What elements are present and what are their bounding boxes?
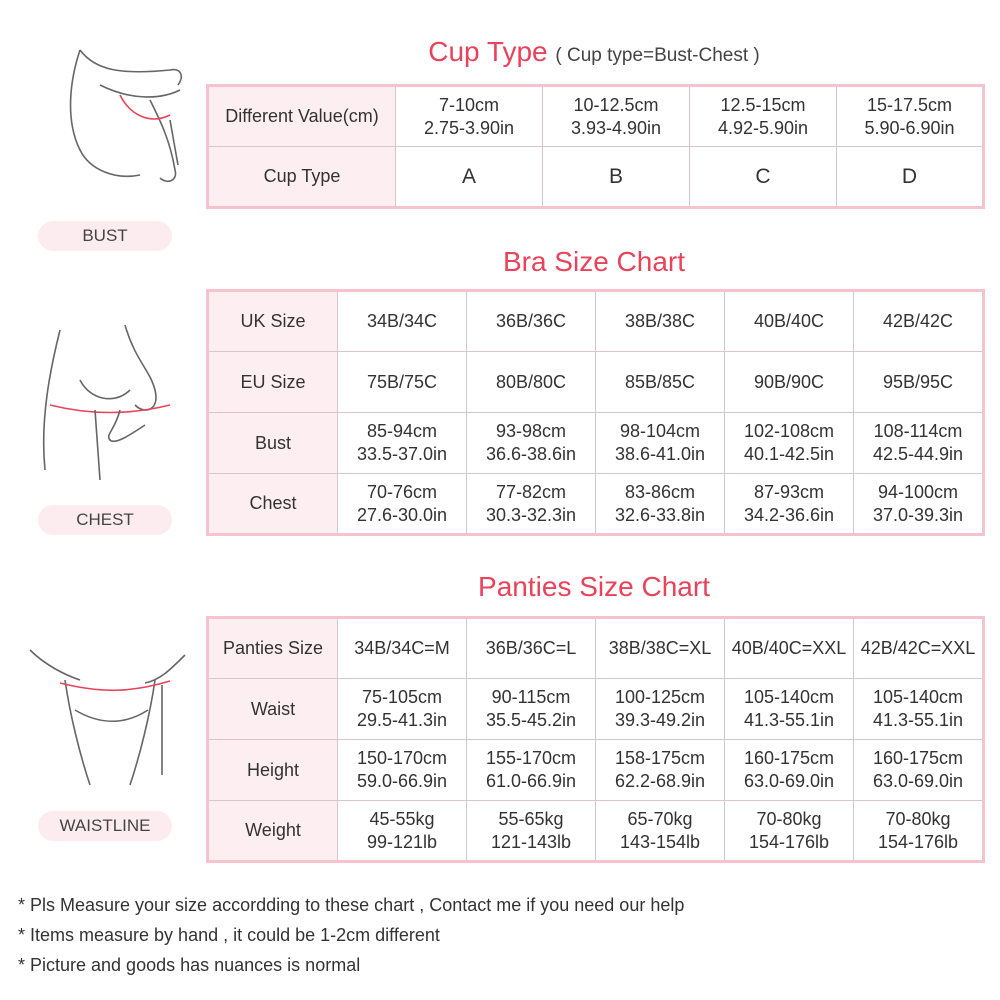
notes bbox=[18, 890, 684, 980]
table-row bbox=[208, 352, 984, 413]
cell-line: 65-70kg bbox=[627, 808, 693, 829]
cell-line: 59.0-66.9in bbox=[356, 771, 448, 791]
table-cell bbox=[596, 291, 725, 352]
table-cell bbox=[338, 352, 467, 413]
table-cell bbox=[854, 679, 984, 740]
cell-line: 85-94cm bbox=[366, 421, 438, 441]
cell-line: 70-80kg bbox=[756, 808, 822, 829]
cell-line: 75B/75C bbox=[366, 371, 438, 392]
cell-line: 105-140cm bbox=[743, 687, 835, 707]
bust-illustration-icon bbox=[20, 40, 190, 190]
table-cell bbox=[837, 86, 984, 147]
table-cell bbox=[467, 740, 596, 801]
row-label: Height bbox=[208, 740, 338, 801]
waistline-illustration-icon bbox=[20, 625, 190, 790]
table-cell bbox=[467, 413, 596, 474]
cell-line: 70-80kg bbox=[885, 808, 951, 829]
panties-size-table bbox=[206, 616, 985, 863]
cell-line: 155-170cm bbox=[485, 748, 577, 768]
waistline-label: WAISTLINE bbox=[38, 811, 172, 841]
cell-line: 102-108cm bbox=[743, 421, 835, 441]
cell-line: 39.3-49.2in bbox=[614, 710, 706, 730]
table-cell bbox=[596, 352, 725, 413]
table-cell bbox=[854, 618, 984, 679]
table-cell bbox=[467, 291, 596, 352]
table-cell bbox=[854, 801, 984, 862]
chest-illustration-icon bbox=[20, 320, 190, 490]
cell-line: 90-115cm bbox=[491, 687, 571, 707]
row-label: EU Size bbox=[208, 352, 338, 413]
table-cell bbox=[690, 86, 837, 147]
cell-line: 95B/95C bbox=[882, 371, 954, 392]
cell-line: 158-175cm bbox=[614, 748, 706, 768]
row-label: UK Size bbox=[208, 291, 338, 352]
table-cell bbox=[725, 618, 854, 679]
cell-line: 98-104cm bbox=[619, 421, 701, 441]
cell-line: 12.5-15cm bbox=[720, 94, 806, 115]
cell-line: 41.3-55.1in bbox=[743, 710, 835, 730]
cell-line: 3.93-4.90in bbox=[570, 117, 662, 138]
cell-line: 7-10cm bbox=[438, 94, 500, 115]
cup-type-table bbox=[206, 84, 985, 209]
cell-line: 75-105cm bbox=[361, 687, 443, 707]
table-cell bbox=[543, 147, 690, 208]
note-item: * Picture and goods has nuances is normal bbox=[18, 955, 361, 975]
cell-line: 38B/38C bbox=[624, 311, 696, 331]
row-label: Bust bbox=[208, 413, 338, 474]
cell-line: 77-82cm bbox=[495, 481, 567, 502]
table-cell bbox=[725, 413, 854, 474]
cell-line: 83-86cm bbox=[624, 481, 696, 502]
cup-type-title bbox=[208, 36, 980, 68]
cell-line: 154-176lb bbox=[748, 831, 830, 852]
table-cell bbox=[725, 679, 854, 740]
table-cell bbox=[338, 474, 467, 535]
table-cell bbox=[467, 679, 596, 740]
table-row bbox=[208, 801, 984, 862]
table-cell bbox=[467, 801, 596, 862]
cell-line: 108-114cm bbox=[873, 421, 963, 441]
row-label: Chest bbox=[208, 474, 338, 535]
cell-line: 40B/40C bbox=[753, 311, 825, 331]
row-label: Different Value(cm) bbox=[208, 86, 396, 147]
table-cell bbox=[725, 801, 854, 862]
table-cell bbox=[338, 740, 467, 801]
cell-line: 38.6-41.0in bbox=[614, 444, 706, 464]
table-row bbox=[208, 86, 984, 147]
cell-line: 121-143lb bbox=[490, 831, 572, 852]
table-cell bbox=[467, 352, 596, 413]
table-cell bbox=[596, 413, 725, 474]
row-label: Cup Type bbox=[208, 147, 396, 208]
bust-label: BUST bbox=[38, 221, 172, 251]
table-cell bbox=[467, 474, 596, 535]
table-cell bbox=[543, 86, 690, 147]
cell-line: 36.6-38.6in bbox=[485, 444, 577, 464]
table-row bbox=[208, 474, 984, 535]
table-cell bbox=[854, 740, 984, 801]
cell-line: 143-154lb bbox=[619, 831, 701, 852]
table-cell bbox=[690, 147, 837, 208]
chest-label: CHEST bbox=[38, 505, 172, 535]
bra-size-table bbox=[206, 289, 985, 536]
cell-line: B bbox=[608, 165, 623, 188]
cell-line: 30.3-32.3in bbox=[485, 504, 577, 525]
table-row bbox=[208, 679, 984, 740]
note-item: * Pls Measure your size accordding to these chart , Contact me if you need our help bbox=[18, 895, 685, 915]
table-cell bbox=[338, 801, 467, 862]
cell-line: 80B/80C bbox=[495, 371, 567, 392]
table-cell bbox=[854, 291, 984, 352]
table-row bbox=[208, 618, 984, 679]
table-cell bbox=[396, 147, 543, 208]
cell-line: 160-175cm bbox=[872, 748, 964, 768]
table-cell bbox=[338, 413, 467, 474]
cell-line: 42B/42C=XXL bbox=[860, 638, 976, 658]
table-cell bbox=[596, 679, 725, 740]
table-cell bbox=[725, 740, 854, 801]
table-row bbox=[208, 291, 984, 352]
cup-type-heading: Cup Type bbox=[428, 36, 548, 67]
note-item: * Items measure by hand , it could be 1-2cm different bbox=[18, 925, 440, 945]
table-cell bbox=[596, 474, 725, 535]
cell-line: 40.1-42.5in bbox=[743, 444, 835, 464]
cell-line: 34.2-36.6in bbox=[743, 504, 835, 525]
cell-line: 105-140cm bbox=[872, 687, 964, 707]
table-row bbox=[208, 740, 984, 801]
cell-line: 150-170cm bbox=[356, 748, 448, 768]
table-cell bbox=[596, 618, 725, 679]
cell-line: 4.92-5.90in bbox=[717, 117, 809, 138]
cell-line: 41.3-55.1in bbox=[872, 710, 964, 730]
cell-line: 94-100cm bbox=[877, 481, 959, 502]
cell-line: 34B/34C=M bbox=[354, 638, 450, 658]
cell-line: 63.0-69.0in bbox=[743, 771, 835, 791]
cell-line: 85B/85C bbox=[624, 371, 696, 392]
cell-line: 99-121lb bbox=[366, 831, 438, 852]
cell-line: 15-17.5cm bbox=[866, 94, 953, 115]
table-cell bbox=[854, 413, 984, 474]
cup-type-subtitle: ( Cup type=Bust-Chest ) bbox=[555, 45, 760, 66]
table-cell bbox=[467, 618, 596, 679]
panties-size-chart-title: Panties Size Chart bbox=[478, 571, 710, 602]
table-cell bbox=[596, 801, 725, 862]
cell-line: 40B/40C=XXL bbox=[731, 638, 847, 658]
table-cell bbox=[854, 352, 984, 413]
row-label: Panties Size bbox=[208, 618, 338, 679]
table-row bbox=[208, 413, 984, 474]
table-cell bbox=[725, 291, 854, 352]
row-label: Weight bbox=[208, 801, 338, 862]
cell-line: 70-76cm bbox=[366, 481, 438, 502]
cell-line: 100-125cm bbox=[614, 687, 706, 707]
cell-line: 36B/36C bbox=[495, 311, 567, 331]
cell-line: 42.5-44.9in bbox=[872, 444, 964, 464]
cell-line: 87-93cm bbox=[753, 481, 825, 502]
cell-line: 55-65kg bbox=[498, 808, 564, 829]
table-cell bbox=[338, 618, 467, 679]
row-label: Waist bbox=[208, 679, 338, 740]
table-cell bbox=[396, 86, 543, 147]
cell-line: A bbox=[461, 165, 476, 188]
cell-line: 5.90-6.90in bbox=[864, 117, 955, 138]
cell-line: D bbox=[901, 165, 918, 188]
table-cell bbox=[837, 147, 984, 208]
cell-line: 2.75-3.90in bbox=[423, 117, 515, 138]
cell-line: 160-175cm bbox=[743, 748, 835, 768]
cell-line: 62.2-68.9in bbox=[614, 771, 706, 791]
cell-line: 42B/42C bbox=[882, 311, 954, 331]
cell-line: 37.0-39.3in bbox=[872, 504, 964, 525]
table-cell bbox=[725, 474, 854, 535]
cell-line: 45-55kg bbox=[369, 808, 435, 829]
cell-line: 63.0-69.0in bbox=[872, 771, 964, 791]
cell-line: C bbox=[755, 165, 771, 188]
table-cell bbox=[854, 474, 984, 535]
table-cell bbox=[725, 352, 854, 413]
cell-line: 34B/34C bbox=[366, 311, 438, 331]
cell-line: 154-176lb bbox=[877, 831, 959, 852]
cell-line: 10-12.5cm bbox=[573, 94, 659, 115]
cell-line: 27.6-30.0in bbox=[356, 504, 448, 525]
cell-line: 32.6-33.8in bbox=[614, 504, 706, 525]
cell-line: 36B/36C=L bbox=[485, 638, 577, 658]
table-cell bbox=[338, 679, 467, 740]
cell-line: 90B/90C bbox=[753, 371, 825, 392]
cell-line: 33.5-37.0in bbox=[356, 444, 448, 464]
table-cell bbox=[596, 740, 725, 801]
cell-line: 61.0-66.9in bbox=[485, 771, 577, 791]
table-row bbox=[208, 147, 984, 208]
bra-size-chart-title: Bra Size Chart bbox=[502, 246, 686, 277]
cell-line: 93-98cm bbox=[495, 421, 567, 441]
cell-line: 29.5-41.3in bbox=[356, 710, 448, 730]
cell-line: 35.5-45.2in bbox=[485, 710, 577, 730]
table-cell bbox=[338, 291, 467, 352]
cell-line: 38B/38C=XL bbox=[608, 638, 712, 658]
